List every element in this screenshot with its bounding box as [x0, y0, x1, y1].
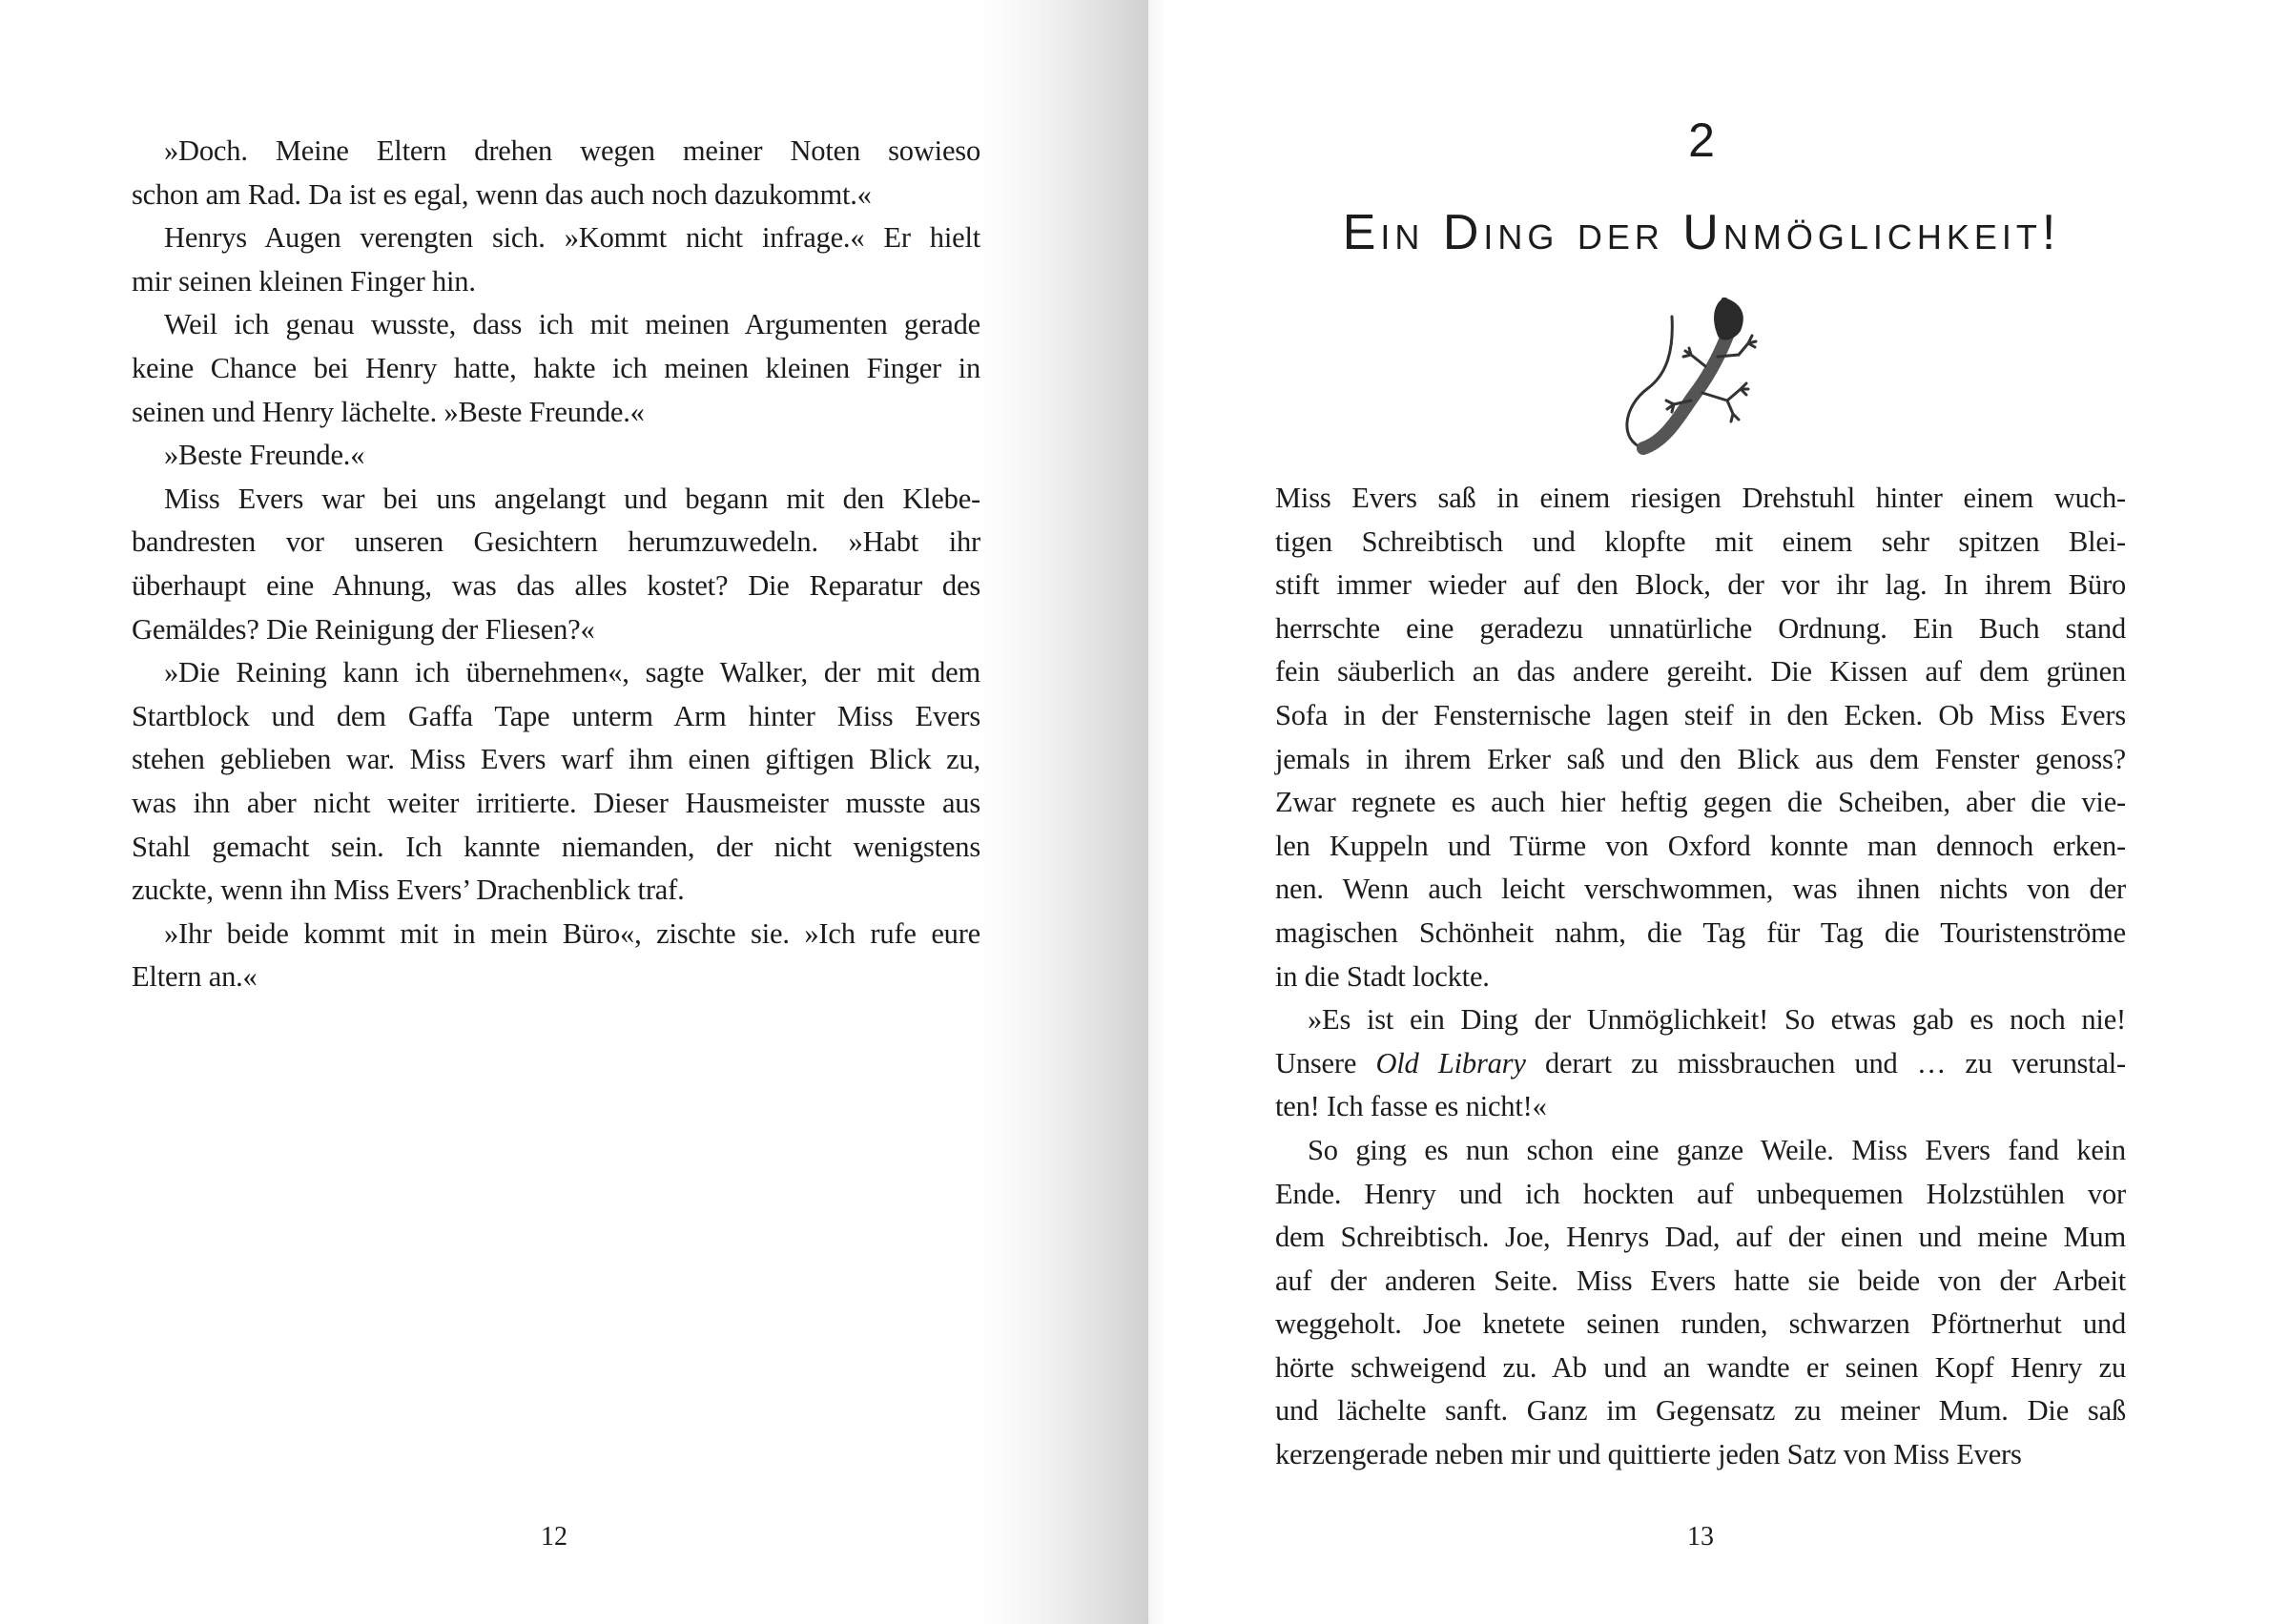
text-line: »Die Reining kann ich übernehmen«, sagte Walker, der mit dem: [164, 656, 980, 689]
text-line: bandresten vor unseren Gesichtern herumzuwedeln. »Habt ihr: [132, 525, 980, 559]
page-number-right: 13: [1687, 1522, 1714, 1552]
text-line: was ihn aber nicht weiter irritierte. Dieser Hausmeister musste aus: [132, 786, 980, 819]
paragraph: [132, 434, 980, 478]
text-line: tigen Schreibtisch und klopfte mit einem sehr spitzen Blei-: [1275, 524, 2126, 558]
paragraph: [132, 478, 980, 651]
paragraph: [1275, 477, 2126, 998]
italic-title-text: Old Library: [1375, 1046, 1526, 1079]
text-line: Gemäldes? Die Reinigung der Fliesen?«: [132, 612, 595, 646]
text-line: auf der anderen Seite. Miss Evers hatte sie beide von der Arbeit: [1275, 1264, 2126, 1297]
page-number-left: 12: [541, 1522, 567, 1552]
text-line: »Es ist ein Ding der Unmöglichkeit! So etwas gab es noch nie!: [1308, 1003, 2126, 1037]
text-line: nen. Wenn auch leicht verschwommen, was ihnen nichts von der: [1275, 873, 2126, 906]
paragraph: [1275, 1129, 2126, 1477]
text-line: Eltern an.«: [132, 960, 258, 994]
chapter-title: Ein Ding der Unmöglichkeit!: [1342, 205, 2061, 260]
text-line: [1275, 1042, 2126, 1086]
text-line: seinen und Henry lächelte. »Beste Freunde.«: [132, 395, 645, 428]
text-line: »Beste Freunde.«: [164, 439, 365, 472]
text-line: zuckte, wenn ihn Miss Evers’ Drachenblick traf.: [132, 874, 685, 907]
text-line: herrschte eine geradezu unnatürliche Ordnung. Ein Buch stand: [1275, 611, 2126, 645]
paragraph: [132, 130, 980, 216]
text-line: Miss Evers saß in einem riesigen Drehstuhl hinter einem wuch-: [1275, 482, 2126, 514]
left-page-body-text: [132, 130, 980, 999]
text-line: ten! Ich fasse es nicht!«: [1275, 1090, 1547, 1123]
chapter-number: 2: [1688, 113, 1715, 167]
text-line: in die Stadt lockte.: [1275, 959, 1490, 993]
text-line: jemals in ihrem Erker saß und den Blick aus dem Fenster genoss?: [1275, 742, 2126, 775]
text-line: weggeholt. Joe knetete seinen runden, schwarzen Pförtnerhut und: [1275, 1307, 2126, 1341]
text-line: keine Chance bei Henry hatte, hakte ich meinen kleinen Finger in: [132, 351, 980, 384]
text-line: So ging es nun schon eine ganze Weile. Miss Evers fand kein: [1308, 1133, 2126, 1166]
text-line: und lächelte sanft. Ganz im Gegensatz zu meiner Mum. Die saß: [1275, 1394, 2126, 1428]
text-line: stehen geblieben war. Miss Evers warf ihm einen giftigen Blick zu,: [132, 743, 980, 776]
paragraph: [1275, 998, 2126, 1129]
text-line: hörte schweigend zu. Ab und an wandte er seinen Kopf Henry zu: [1275, 1350, 2126, 1384]
text-line: kerzengerade neben mir und quittierte jeden Satz von Miss Evers: [1275, 1438, 2022, 1471]
text-line: Henrys Augen verengten sich. »Kommt nicht infrage.« Er hielt: [164, 221, 980, 255]
text-line: »Ihr beide kommt mit in mein Büro«, zischte sie. »Ich rufe eure: [164, 916, 980, 950]
text-line: Sofa in der Fensternische lagen steif in den Ecken. Ob Miss Evers: [1275, 698, 2126, 731]
text-line: magischen Schönheit nahm, die Tag für Tag die Touristenströme: [1275, 915, 2126, 949]
text-line: fein säuberlich an das andere gereiht. Die Kissen auf dem grünen: [1275, 655, 2126, 689]
text-line: stift immer wieder auf den Block, der vor ihr lag. In ihrem Büro: [1275, 568, 2126, 602]
text-line: len Kuppeln und Türme von Oxford konnte man dennoch erken-: [1275, 829, 2126, 862]
lizard-illustration-icon: [1615, 298, 1777, 455]
text-line: Zwar regnete es auch hier heftig gegen die Scheiben, aber die vie-: [1275, 786, 2126, 819]
text-line: Startblock und dem Gaffa Tape unterm Arm hinter Miss Evers: [132, 699, 980, 732]
text-line: überhaupt eine Ahnung, was das alles kostet? Die Reparatur des: [132, 568, 980, 602]
paragraph: [132, 303, 980, 434]
text-line: dem Schreibtisch. Joe, Henrys Dad, auf der einen und meine Mum: [1275, 1221, 2126, 1254]
text-line: Miss Evers war bei uns angelangt und begann mit den Klebe-: [164, 482, 980, 515]
text-line: schon am Rad. Da ist es egal, wenn das auch noch dazukommt.«: [132, 177, 872, 211]
text-segment: Unsere: [1275, 1046, 1376, 1079]
right-page: [1148, 0, 2289, 1624]
text-line: Stahl gemacht sein. Ich kannte niemanden, der nicht wenigstens: [132, 830, 980, 863]
text-segment: derart zu missbrauchen und … zu verunstal-: [1525, 1046, 2127, 1079]
right-page-body-text: [1275, 477, 2126, 1477]
paragraph: [132, 216, 980, 303]
text-line: Weil ich genau wusste, dass ich mit meinen Argumenten gerade: [164, 308, 980, 341]
text-line: Ende. Henry und ich hockten auf unbequemen Holzstühlen vor: [1275, 1177, 2126, 1210]
text-line: »Doch. Meine Eltern drehen wegen meiner Noten sowieso: [164, 134, 980, 167]
paragraph: [132, 651, 980, 913]
text-line: mir seinen kleinen Finger hin.: [132, 264, 476, 298]
paragraph: [132, 913, 980, 999]
